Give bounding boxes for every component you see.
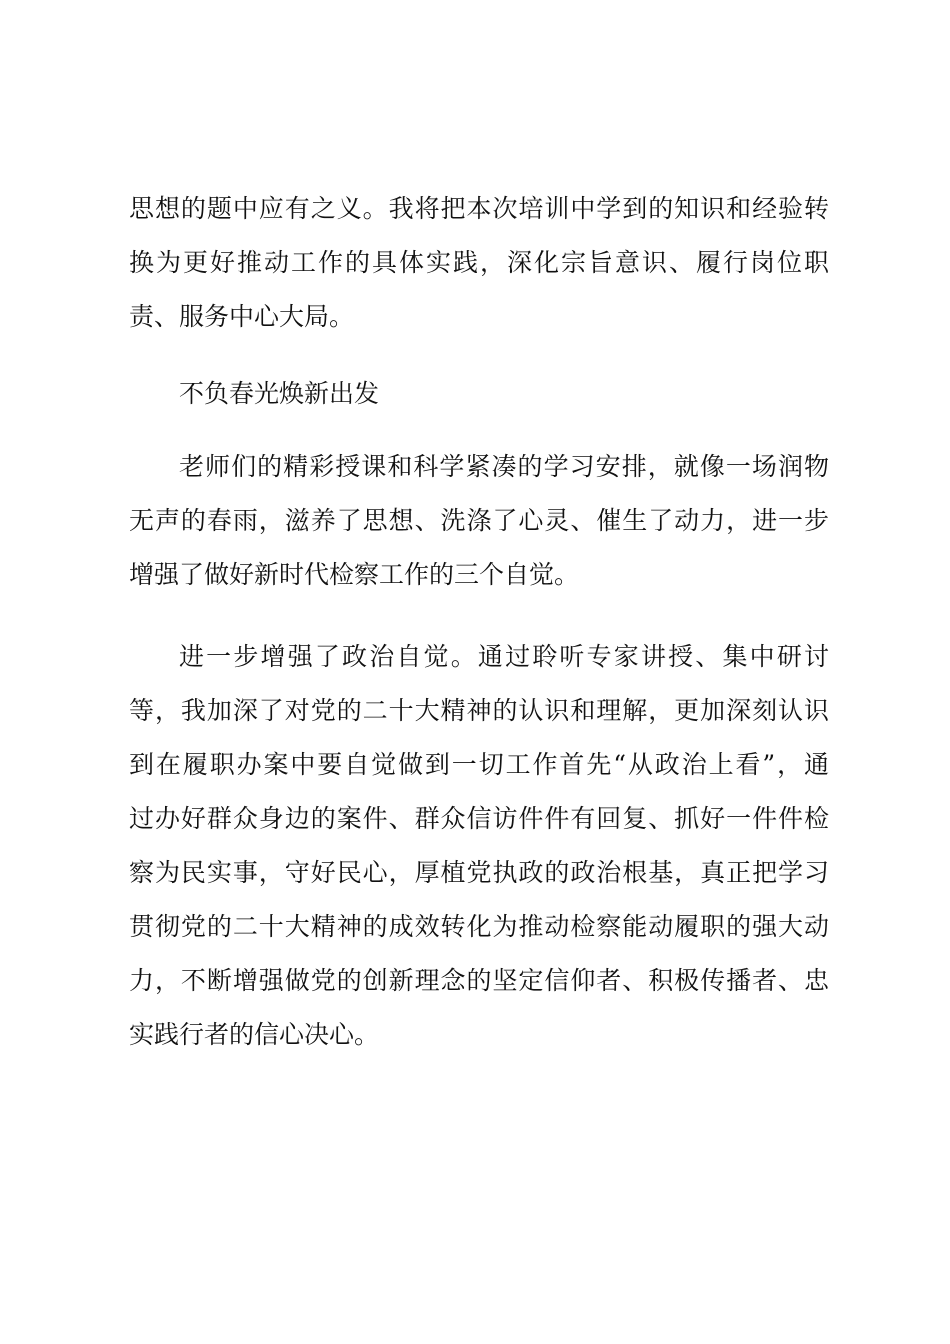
paragraph-line: 察为民实事，守好民心，厚植党执政的政治根基，真正把学习: [129, 858, 829, 887]
paragraph-line: 老师们的精彩授课和科学紧凑的学习安排，就像一场润物: [179, 452, 829, 481]
paragraph-line: 无声的春雨，滋养了思想、洗涤了心灵、催生了动力，进一步: [129, 506, 829, 535]
paragraph-three-consciousness: [129, 440, 829, 602]
paragraph-line: 思想的题中应有之义。我将把本次培训中学到的知识和经验转: [129, 194, 829, 223]
paragraph-line: 过办好群众身边的案件、群众信访件件有回复、抓好一件件检: [129, 804, 829, 833]
paragraph-continuation: [129, 182, 829, 344]
paragraph-line: 增强了做好新时代检察工作的三个自觉。: [129, 560, 580, 589]
paragraph-line: 力，不断增强做党的创新理念的坚定信仰者、积极传播者、忠: [129, 966, 829, 995]
paragraph-line: 责、服务中心大局。: [129, 302, 355, 331]
paragraph-political-consciousness: [129, 630, 829, 1062]
paragraph-line: 贯彻党的二十大精神的成效转化为推动检察能动履职的强大动: [129, 912, 829, 941]
section-heading-text: 不负春光焕新出发: [179, 379, 380, 408]
paragraph-line: 到在履职办案中要自觉做到一切工作首先“从政治上看”，通: [129, 750, 829, 779]
paragraph-line: 实践行者的信心决心。: [129, 1020, 380, 1049]
paragraph-line: 等，我加深了对党的二十大精神的认识和理解，更加深刻认识: [129, 696, 829, 725]
section-heading: [129, 367, 829, 421]
paragraph-line: 换为更好推动工作的具体实践，深化宗旨意识、履行岗位职: [129, 248, 829, 277]
paragraph-line: 进一步增强了政治自觉。通过聆听专家讲授、集中研讨: [179, 642, 829, 671]
